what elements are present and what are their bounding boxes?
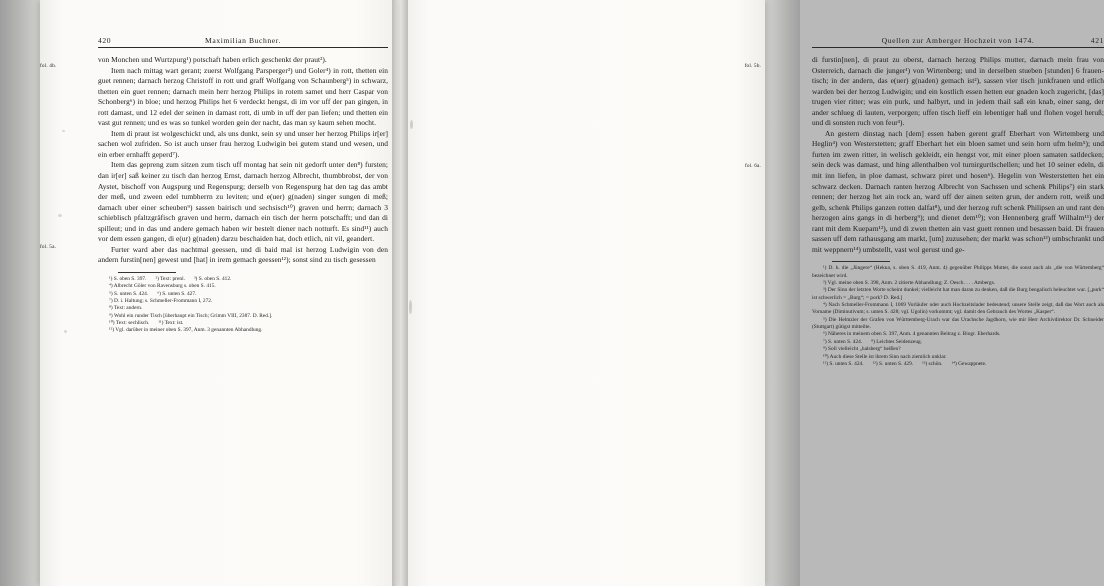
right-page-content (812, 36, 1104, 368)
margin-note-fol-5b: fol. 5b. (744, 63, 761, 69)
right-header-rule (812, 47, 1104, 48)
left-body-text (98, 55, 388, 266)
right-footnotes (812, 265, 1104, 368)
right-footnote-rule (832, 261, 890, 262)
footnote-line (98, 305, 388, 312)
footnote: ⁹) Wohl ein runder Tisch [überhaupt ein Tisch; Grimm VIII, 2387. D. Red.]. (109, 312, 273, 319)
footnote: ¹⁴) Gewappnete. (951, 360, 987, 367)
footnote: ¹⁰) Text: sechlisch. (109, 320, 150, 326)
footnote: ⁵) Die Helmzier der Grafen von Württemberg-Urach war das Urachsche Jagdhorn, wie mir Herr Archivdirektor Dr. Schneider (Stuttgart) gütigst mitteilte. (812, 316, 1104, 331)
footnote: ⁸) Text: andern. (109, 305, 143, 312)
left-page-edge (0, 0, 42, 586)
left-page (40, 0, 400, 586)
footnote-line (98, 291, 388, 298)
footnote: ¹³) schön. (922, 360, 943, 367)
footnote: ³) Der Sinn der letzten Worte scheint dunkel; vielleicht hat man daran zu denken, daß die Burg bengalisch beleuchtet war. [„purk“ ist schwerlich = „Burg“; = pork? D. Red.] (812, 287, 1104, 301)
right-page-edge (763, 0, 800, 586)
footnote: ¹¹) Text: ist. (158, 320, 184, 326)
footnote-line (812, 354, 1104, 361)
paragraph: An gestern dinstag nach [dem] essen haben gerent graff Eberhart von Wirtemberg und Heglin⁴) von Westerstetten; graff Eberhart het ein bloen samet und sein horn ufm helm⁵); und furten im zwen ritter, in welisch gekleidt, ein hengst vor, mit einer ploen samaten satldecken; sein deck was damast, und hing allenthalben vol turnirgurtlschellen; und het 10 seiner edeln, di mit inn liefen, in ploe damast, schwarz piret und hosen⁶). Hegelin von Westerstetten het ein schwarz decken. Darnach ranten herzog Albrecht von Sachssen und schenk Philips⁷) ein stark rennen; der herzog het ain rock an, ward uff der ainen seiten grun, der andern rott, weiß und gelb, schenk Philips ganzen rotten dalfat⁸), und der herzog ruft schenk Philipsen an und rant den herzogen ains gangs in di herberg⁹); und dienet dem¹⁰); von Hennenberg graff Wilhalm¹¹) der rant mit dem Kueparn¹²), und di zwen thetten ain vast guett rennen und besassen baid. Di frauen sassen uff dem rathausgang am markt, [um] zuzusehen; der markt was schon¹³) umbschrankt und mit weppnern¹⁴) umbstellt, vast wol gerust und ge- (812, 128, 1104, 254)
margin-note-fol-4b: fol. 4b. (40, 63, 57, 69)
right-running-title: Quellen zur Amberger Hochzeit von 1474. (881, 36, 1035, 45)
footnote-line (812, 331, 1104, 338)
footnote-line (98, 327, 388, 334)
footnote: ⁶) Näheres in meinem oben S. 397, Anm. 4 genannten Beitrag z. Biogr. Eberhards. (823, 331, 1001, 338)
footnote-line (812, 302, 1104, 317)
paragraph: von Monchen und Wurtzpurg¹) potschaft haben erlich geschenkt der praut²). (98, 55, 327, 64)
footnote-line (98, 313, 388, 320)
footnote: ⁷) S. unten S. 424. (823, 338, 863, 345)
left-header-rule (98, 47, 388, 48)
footnote-line (98, 283, 388, 290)
paragraph: Furter ward aber das nachtmal geessen, und di baid mal ist herzog Ludwigin von den andern furstin[nen] gewest und [hat] in irem gemach geessen¹²); sonst sind zu tisch gesessen (98, 244, 388, 265)
footnote: ⁹) Soll vielleicht „halsberg“ heißen? (823, 346, 901, 353)
paragraph: Item das gepreng zum sitzen zum tisch uff montag hat sein nit gedorft unter den⁸) fursten; dan ir[er] saß keiner zu tisch dan herzog Ernst, darnach herzog Albrecht, thumbbrobst, der von Aystet, bischoff von Augspurg und Regenspurg; derselb von Regenspurg hat den tag das ambt der meß, und zween edel tumbherrn zu leviten; und e(uer) g(naden) singer sungen di meß; darnach uber einer scheuben⁹) sassen bairisch und sechsisch¹⁰) graven und herrn; darnach 3 schieblisch pfaltzgräfisch graven und herrn, darnach ein tisch der herrn potschafft; und dan di spilleut; und in das und andere gemach haben wir bestelt diener nach notturft. Es sind¹¹) auch vor dem essen gangen, di e(ur) g(naden) darzu beschaiden hat, doch etlich, nit vil, geandert. (98, 160, 388, 244)
right-page (400, 0, 1104, 586)
footnote-line (812, 287, 1104, 302)
footnote: ⁷) D. i. Haltung; s. Schmeller-Frommann I, 272. (109, 297, 213, 304)
left-running-title: Maximilian Buchner. (205, 36, 281, 45)
footnote: ⁶) S. unten S. 427. (157, 290, 197, 297)
margin-note-fol-5a: fol. 5a. (40, 244, 57, 250)
footnote: ¹²) S. unten S. 429. (872, 360, 914, 367)
left-page-number: 420 (98, 36, 112, 45)
footnote: ¹) S. oben S. 397. (109, 275, 147, 282)
footnote: ¹⁰) Auch diese Stelle ist ihrem Sinn nach ziemlich unklar. (823, 353, 947, 360)
footnote: ¹²) Vgl. darüber in meiner oben S. 397, Anm. 3 genannten Abhandlung. (109, 327, 263, 334)
footnote: ⁴) Albrecht Göler von Ravensburg s. oben S. 415. (109, 283, 216, 290)
left-footnotes (98, 276, 388, 335)
paragraph: Item nach mittag wart gerant; zuerst Wolfgang Parsperger³) und Goler⁴) in rott, thetten ein guet rennen; darnach herzog Christoff in rott und graff Wolfgang von Schaunberg⁵) in schwarz, thetten ein guet rennen; darnach mein herr herzog Philips in rotem samet und herr Caspar von Schonberg⁶) in bloe; und herzog Philips het 6 verdeckt hengst, di im vor uff der pan gingen, in rott damast, und 12 edel der seinen in damast rott, di umb in uff der pan liefen; und thetten ein vast gut rennen; und es was so tunkel worden gein der nacht, das man sy kaum sehen mocht. (98, 65, 388, 128)
footnote: ¹¹) S. unten S. 424. (823, 360, 864, 367)
footnote-line (812, 317, 1104, 332)
footnote: ⁸) Leichtes Seidenzeug. (871, 338, 923, 345)
footnote: ²) Text: prenl. (155, 275, 185, 282)
footnote-line (812, 265, 1104, 280)
left-page-header (98, 36, 388, 47)
margin-note-fol-6a: fol. 6a. (744, 163, 761, 169)
footnote: ³) S. oben S. 412. (193, 275, 232, 282)
right-page-header (812, 36, 1104, 47)
right-page-number: 421 (1090, 36, 1104, 45)
paragraph: Item di praut ist wolgeschickt und, als uns dunkt, sein sy und unser her herzog Philips ir[er] sachen wol zufriden. So ist auch unser frau herzog Ludwigin bei gutem stand und wesen, und ein erber ernhafft geperd⁷). (98, 128, 388, 159)
footnote: ⁵) S. unten S. 424. (109, 290, 149, 297)
left-page-content (98, 36, 388, 335)
left-footnote-rule (118, 272, 176, 273)
paragraph: di furstin[nen], di praut zu oberst, darnach herzog Philips mutter, darnach mein frau von Osterreich, darnach die junger¹) von Wirtenberg; und in derselben stueben [stunden] 6 frauen-tisch; in der andern, das e(uer) g(naden) gemach ist²), sassen vier tisch junkfrauen und etlich warden bei der herzog Ludwigin; und ein kostlich essen hetten eur gnaden koch zugericht, [das] trugen vier ritter; was ein purk, und halbyrt, und in jedem thail saß ein knab, einer sang, der ander schlueg di lauten, verporgen; uffen tisch lieff ein lebentiger haß und flohen vogel heruß; und di sonsten ruch von feur³). (812, 55, 1104, 128)
footnote-line (812, 346, 1104, 353)
right-body-text (812, 55, 1104, 255)
footnote: ¹) D. h. die „Jüngere“ (Hekna, s. oben S. 419, Anm. 4) gegenüber Philipps Mutter, die sonst auch als „die von Würtemberg“ bezeichnet wird. (812, 265, 1104, 279)
footnote: ²) Vgl. meine oben S. 398, Anm. 2 zitierte Abhandlung; Z. Oesch. . . . Ambergs. (823, 280, 996, 287)
footnote: ⁴) Nach Schmeller-Frommann I, 1069 Vorläufer oder auch Hochzeitslader bedeutend; unsere Stelle zeigt, daß das Wort auch als Vorname (Diminutivum; s. unten S. 428; vgl. Ugolin) vorkommt; vgl. damit den Gebrauch des Wortes „Kasper“. (812, 302, 1104, 316)
footnote-line (812, 361, 1104, 368)
